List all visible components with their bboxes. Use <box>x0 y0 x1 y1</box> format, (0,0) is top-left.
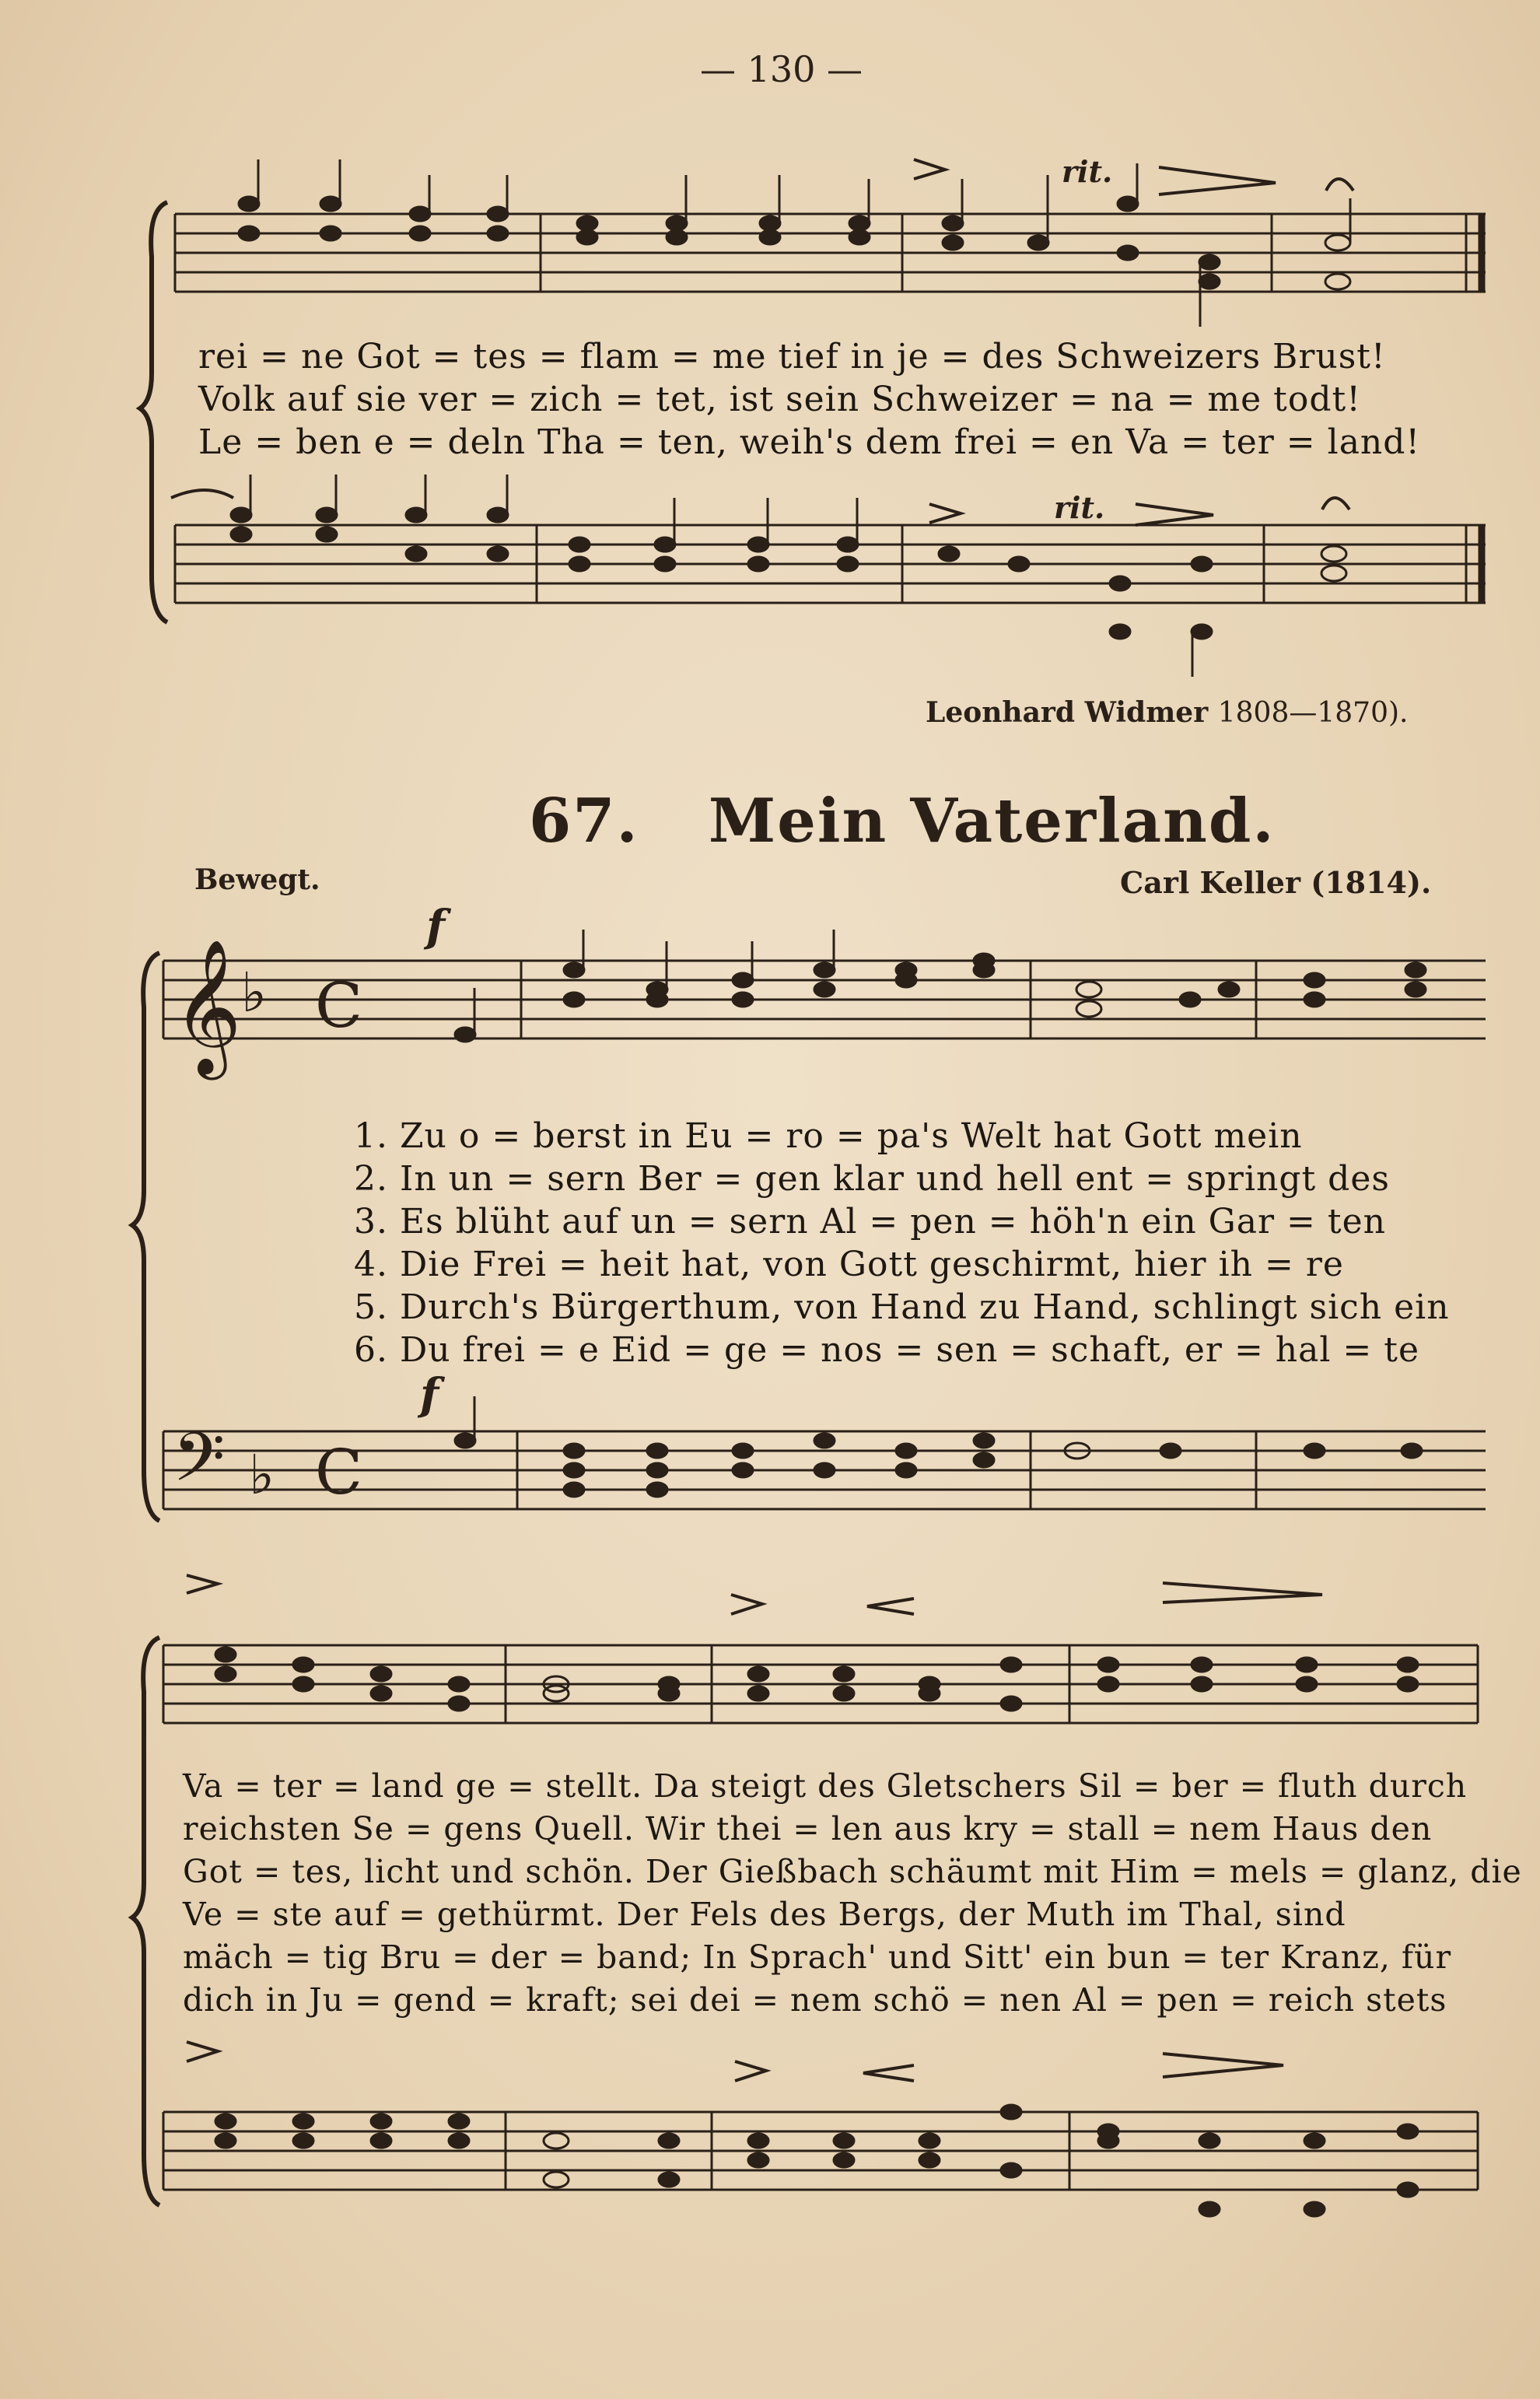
verse-line: 6. Du frei = e Eid = ge = nos = sen = schaft, er = hal = te <box>354 1330 1419 1370</box>
ritardando-marking: rit. <box>1062 154 1113 189</box>
staff-system1-top <box>175 214 1486 292</box>
svg-text:C: C <box>315 969 363 1042</box>
page-number: — 130 — <box>700 48 863 90</box>
bass-clef-icon: 𝄢 <box>173 1418 226 1513</box>
dynamic-marking: f <box>420 1369 439 1420</box>
verse-line: mäch = tig Bru = der = band; In Sprach' und Sitt' ein bun = ter Kranz, für <box>183 1938 1452 1976</box>
lyricist-years: 1808—1870). <box>1217 697 1409 729</box>
verse-line: 3. Es blüht auf un = sern Al = pen = höh'n ein Gar = ten <box>354 1202 1386 1242</box>
dynamic-marking: f <box>426 901 446 952</box>
staff-system3-top <box>163 1645 1478 1723</box>
prev-hymn-lyric-line: Le = ben e = deln Tha = ten, weih's dem frei = en Va = ter = land! <box>198 422 1421 462</box>
verse-line: 5. Durch's Bürgerthum, von Hand zu Hand, schlingt sich ein <box>354 1287 1450 1327</box>
staff-system1-bottom <box>175 525 1486 603</box>
lyricist-credit <box>926 696 1408 729</box>
tempo-marking: Bewegt. <box>194 863 320 896</box>
verse-line: 1. Zu o = berst in Eu = ro = pa's Welt hat Gott mein <box>354 1116 1303 1156</box>
verse-line: Va = ter = land ge = stellt. Da steigt des Gletschers Sil = ber = fluth durch <box>183 1767 1468 1805</box>
notes-system1-bottom <box>231 475 1346 677</box>
svg-text:C: C <box>315 1436 363 1508</box>
notes-system1-top <box>239 159 1350 327</box>
notes-system2-bottom <box>455 1396 1422 1497</box>
verse-line: Got = tes, licht und schön. Der Gießbach schäumt mit Him = mels = glanz, die <box>183 1853 1522 1890</box>
verse-line: dich in Ju = gend = kraft; sei dei = nem schö = nen Al = pen = reich stets <box>183 1981 1447 2019</box>
prev-hymn-lyric-line: Volk auf sie ver = zich = tet, ist sein Schweizer = na = me todt! <box>198 380 1361 419</box>
verse-line: 2. In un = sern Ber = gen klar und hell ent = springt des <box>354 1159 1390 1199</box>
lyricist-name: Leonhard Widmer <box>926 696 1209 729</box>
prev-hymn-lyric-line: rei = ne Got = tes = flam = me tief in je = des Schweizers Brust! <box>198 337 1386 376</box>
verse-line: 4. Die Frei = heit hat, von Gott geschirmt, hier ih = re <box>354 1245 1344 1284</box>
ritardando-marking: rit. <box>1054 490 1105 525</box>
staff-system3-bottom <box>163 2112 1478 2190</box>
hymn-title <box>529 786 1276 856</box>
flat-icon: ♭ <box>241 961 268 1024</box>
verse-line: reichsten Se = gens Quell. Wir thei = len aus kry = stall = nem Haus den <box>183 1810 1433 1847</box>
notes-system3-bottom <box>215 2105 1418 2216</box>
notes-system3-top <box>215 1648 1418 1711</box>
hymn-title-text: Mein Vaterland. <box>708 786 1276 856</box>
verse-line: Ve = ste auf = gethürmt. Der Fels des Bergs, der Muth im Thal, sind <box>183 1896 1346 1933</box>
staff-system2-top <box>163 961 1486 1038</box>
flat-icon: ♭ <box>249 1443 275 1507</box>
staff-system2-bottom <box>163 1431 1486 1509</box>
notes-system2-top <box>455 930 1426 1042</box>
treble-clef-icon: 𝄞 <box>173 939 242 1074</box>
hymn-number: 67. <box>529 786 639 856</box>
composer-credit: Carl Keller (1814). <box>1120 865 1432 900</box>
